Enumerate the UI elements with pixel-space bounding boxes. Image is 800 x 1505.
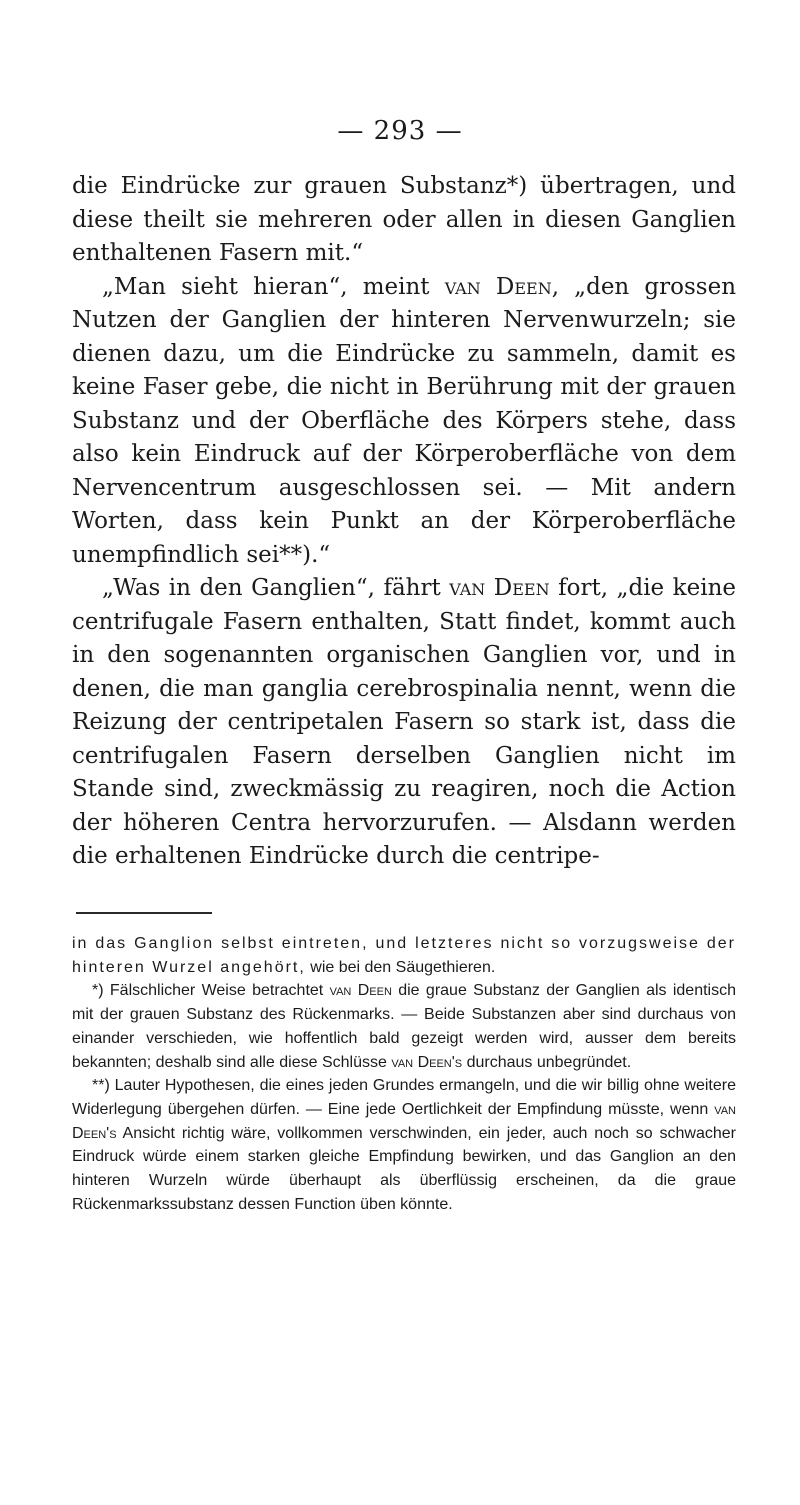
footnote-1-end: durchaus unbegründet. [462, 1053, 632, 1071]
paragraph-2 [72, 271, 736, 573]
footnote-continuation [72, 932, 736, 979]
author-name: van Deen's [72, 1100, 736, 1142]
page-number: — 293 — [337, 116, 463, 146]
paragraph-2-rest: , „den grossen Nutzen der Ganglien der hinteren Nervenwurzeln; sie dienen dazu, um die Eindrücke zu sammeln, damit es keine Faser gebe, die nicht in Berührung mit der grauen Substanz und der Oberfläche des Körpers stehe, dass also kein Eindruck auf der Körperoberfläche von dem Nervencentrum ausgeschlossen sei. — Mit andern Worten, dass kein Punkt an der Körperoberfläche unempfindlich sei**).“ [72, 273, 737, 568]
paragraph-1: die Eindrücke zur grauen Substanz*) übertragen, und diese theilt sie mehreren oder allen in diesen Ganglien enthaltenen Fasern mit.“ [72, 173, 736, 266]
footnote-1 [72, 979, 736, 1074]
paragraph-2-start: „Man sieht hieran“, meint [102, 273, 445, 300]
author-name: van Deen's [391, 1053, 463, 1071]
footnote-1-middle: die graue Substanz der Ganglien als identisch mit der grauen Substanz des Rückenmarks. — Beide Substanzen aber sind durchaus von einander verschieden, wie hoffentlich bald gezeigt werden wird, ausser dem bereits bekannten; deshalb sind alle diese Schlüsse [72, 982, 736, 1071]
author-name: van Deen [444, 273, 552, 300]
footnote-continuation-spaced: in das Ganglion selbst eintreten, und letzteres nicht so vorzugsweise der hinteren Wurzel angehört, [72, 935, 736, 976]
footnote-continuation-rest: wie bei den Säugethieren. [305, 958, 496, 976]
paragraph-3-start: „Was in den Ganglien“, fährt [102, 575, 450, 601]
footnote-1-start: *) Fälschlicher Weise betrachtet [92, 982, 330, 1000]
paragraph-3-rest: fort, „die keine centrifugale Fasern enthalten, Statt findet, kommt auch in den sogenannten organischen Ganglien vor, und in denen, die man ganglia cerebrospinalia nennt, wenn die Reizung der centripetalen Fasern so stark ist, dass die centrifugalen Fasern derselben Ganglien nicht im Stande sind, zweckmässig zu reagiren, noch die Action der höheren Centra hervorzurufen. — Alsdann werden die erhaltenen Eindrücke durch die centripe- [72, 575, 736, 869]
footnote-2-end: Ansicht richtig wäre, vollkommen verschwinden, ein jeder, auch noch so schwacher Eindruck würde einem starken gleiche Empfindung bewirken, und das Ganglion an den hinteren Wurzeln würde überhaupt als überflüssig erscheinen, da die graue Rückenmarkssubstanz dessen Function üben könnte. [72, 1124, 736, 1213]
footnote-2-start: **) Lauter Hypothesen, die eines jeden Grundes ermangeln, und die wir billig ohne weitere Widerlegung übergehen dürfen. — Eine jede Oertlichkeit der Empfindung müsste, wenn [72, 1077, 736, 1118]
paragraph-3 [72, 572, 736, 874]
author-name: van Deen [449, 575, 550, 601]
author-name: van Deen [329, 982, 392, 1000]
footnote-divider [76, 912, 212, 914]
footnote-2 [72, 1074, 736, 1216]
footnotes [72, 932, 736, 1216]
main-text [72, 170, 736, 874]
